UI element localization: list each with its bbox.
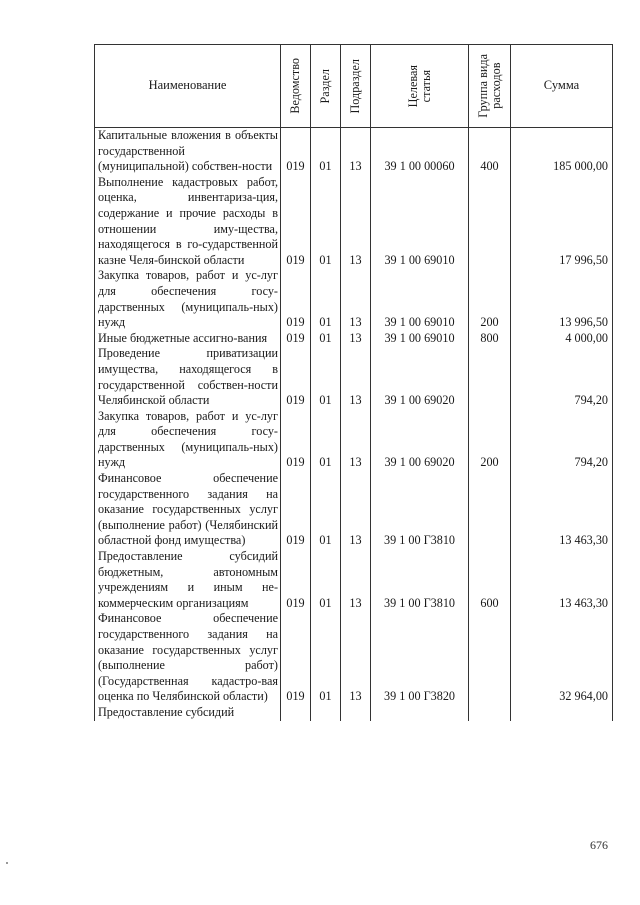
row-podrazdel: 13 xyxy=(341,268,371,330)
row-name: Капитальные вложения в объекты государственной (муниципальной) собствен-ности xyxy=(95,128,281,175)
row-vedomstvo: 019 xyxy=(281,268,311,330)
row-gruppa: 600 xyxy=(469,549,511,611)
scan-artifact xyxy=(6,862,8,864)
row-razdel: 01 xyxy=(311,549,341,611)
row-podrazdel: 13 xyxy=(341,128,371,175)
header-gruppa-label: Группа вида расходов xyxy=(475,54,503,118)
header-razdel-label: Раздел xyxy=(318,68,332,104)
header-vedomstvo-label: Ведомство xyxy=(288,58,302,114)
row-podrazdel: 13 xyxy=(341,549,371,611)
header-podrazdel-label: Подраздел xyxy=(348,58,362,114)
row-name: Проведение приватизации имущества, находящегося в государственной собствен-ности Челябинской области xyxy=(95,346,281,408)
row-gruppa: 200 xyxy=(469,268,511,330)
row-gruppa xyxy=(469,611,511,705)
row-name: Иные бюджетные ассигно-вания xyxy=(95,331,281,347)
row-summa xyxy=(511,705,613,721)
row-celevaya: 39 1 00 Г3820 xyxy=(371,611,469,705)
row-razdel: 01 xyxy=(311,268,341,330)
row-vedomstvo: 019 xyxy=(281,331,311,347)
row-gruppa xyxy=(469,346,511,408)
table-header-row xyxy=(95,45,613,128)
table-row xyxy=(95,346,613,408)
header-celevaya xyxy=(371,45,469,128)
row-gruppa xyxy=(469,175,511,269)
row-vedomstvo: 019 xyxy=(281,346,311,408)
row-razdel xyxy=(311,705,341,721)
table-row xyxy=(95,549,613,611)
row-gruppa: 800 xyxy=(469,331,511,347)
row-celevaya: 39 1 00 69010 xyxy=(371,268,469,330)
table-row xyxy=(95,268,613,330)
row-name: Предоставление субсидий бюджетным, автономным учреждениям и иным не-коммерческим организациям xyxy=(95,549,281,611)
row-name: Закупка товаров, работ и ус-луг для обеспечения госу-дарственных (муниципаль-ных) нужд xyxy=(95,409,281,471)
row-gruppa xyxy=(469,705,511,721)
row-celevaya: 39 1 00 00060 xyxy=(371,128,469,175)
table-row xyxy=(95,175,613,269)
row-celevaya: 39 1 00 69010 xyxy=(371,175,469,269)
header-gruppa xyxy=(469,45,511,128)
row-razdel: 01 xyxy=(311,331,341,347)
row-name: Предоставление субсидий xyxy=(95,705,281,721)
row-vedomstvo: 019 xyxy=(281,175,311,269)
row-celevaya: 39 1 00 Г3810 xyxy=(371,471,469,549)
row-summa: 185 000,00 xyxy=(511,128,613,175)
table-row xyxy=(95,611,613,705)
row-vedomstvo: 019 xyxy=(281,128,311,175)
row-name: Финансовое обеспечение государственного задания на оказание государственных услуг (выполнение работ) (Государственная кадастро-вая оценка по Челябинской области) xyxy=(95,611,281,705)
row-celevaya xyxy=(371,705,469,721)
page-number: 676 xyxy=(590,838,608,852)
row-vedomstvo: 019 xyxy=(281,549,311,611)
row-celevaya: 39 1 00 69020 xyxy=(371,409,469,471)
table-row xyxy=(95,409,613,471)
row-celevaya: 39 1 00 Г3810 xyxy=(371,549,469,611)
row-razdel: 01 xyxy=(311,175,341,269)
header-razdel xyxy=(311,45,341,128)
table-row xyxy=(95,128,613,175)
row-razdel: 01 xyxy=(311,471,341,549)
header-podrazdel xyxy=(341,45,371,128)
row-gruppa xyxy=(469,471,511,549)
row-vedomstvo: 019 xyxy=(281,611,311,705)
row-vedomstvo xyxy=(281,705,311,721)
row-summa: 13 996,50 xyxy=(511,268,613,330)
row-celevaya: 39 1 00 69020 xyxy=(371,346,469,408)
row-podrazdel: 13 xyxy=(341,175,371,269)
row-summa: 32 964,00 xyxy=(511,611,613,705)
row-vedomstvo: 019 xyxy=(281,471,311,549)
header-vedomstvo xyxy=(281,45,311,128)
row-name: Выполнение кадастровых работ, оценка, инвентариза-ция, содержание и прочие расходы в отношении иму-щества, находящегося в го-сударственной казне Челя-бинской области xyxy=(95,175,281,269)
row-summa: 17 996,50 xyxy=(511,175,613,269)
row-summa: 13 463,30 xyxy=(511,471,613,549)
header-celevaya-label: Целевая статья xyxy=(405,64,433,108)
row-vedomstvo: 019 xyxy=(281,409,311,471)
row-razdel: 01 xyxy=(311,128,341,175)
table-row xyxy=(95,471,613,549)
budget-table xyxy=(94,44,613,721)
row-podrazdel: 13 xyxy=(341,346,371,408)
row-summa: 794,20 xyxy=(511,409,613,471)
row-summa: 13 463,30 xyxy=(511,549,613,611)
table-row xyxy=(95,331,613,347)
row-podrazdel: 13 xyxy=(341,331,371,347)
header-name: Наименование xyxy=(95,45,281,128)
row-razdel: 01 xyxy=(311,611,341,705)
row-celevaya: 39 1 00 69010 xyxy=(371,331,469,347)
row-podrazdel: 13 xyxy=(341,471,371,549)
row-name: Закупка товаров, работ и ус-луг для обеспечения госу-дарственных (муниципаль-ных) нужд xyxy=(95,268,281,330)
row-summa: 794,20 xyxy=(511,346,613,408)
row-podrazdel xyxy=(341,705,371,721)
row-podrazdel: 13 xyxy=(341,409,371,471)
table-row xyxy=(95,705,613,721)
row-podrazdel: 13 xyxy=(341,611,371,705)
row-razdel: 01 xyxy=(311,346,341,408)
row-razdel: 01 xyxy=(311,409,341,471)
header-summa: Сумма xyxy=(511,45,613,128)
row-gruppa: 400 xyxy=(469,128,511,175)
row-gruppa: 200 xyxy=(469,409,511,471)
row-name: Финансовое обеспечение государственного задания на оказание государственных услуг (выполнение работ) (Челябинский областной фонд имущества) xyxy=(95,471,281,549)
row-summa: 4 000,00 xyxy=(511,331,613,347)
